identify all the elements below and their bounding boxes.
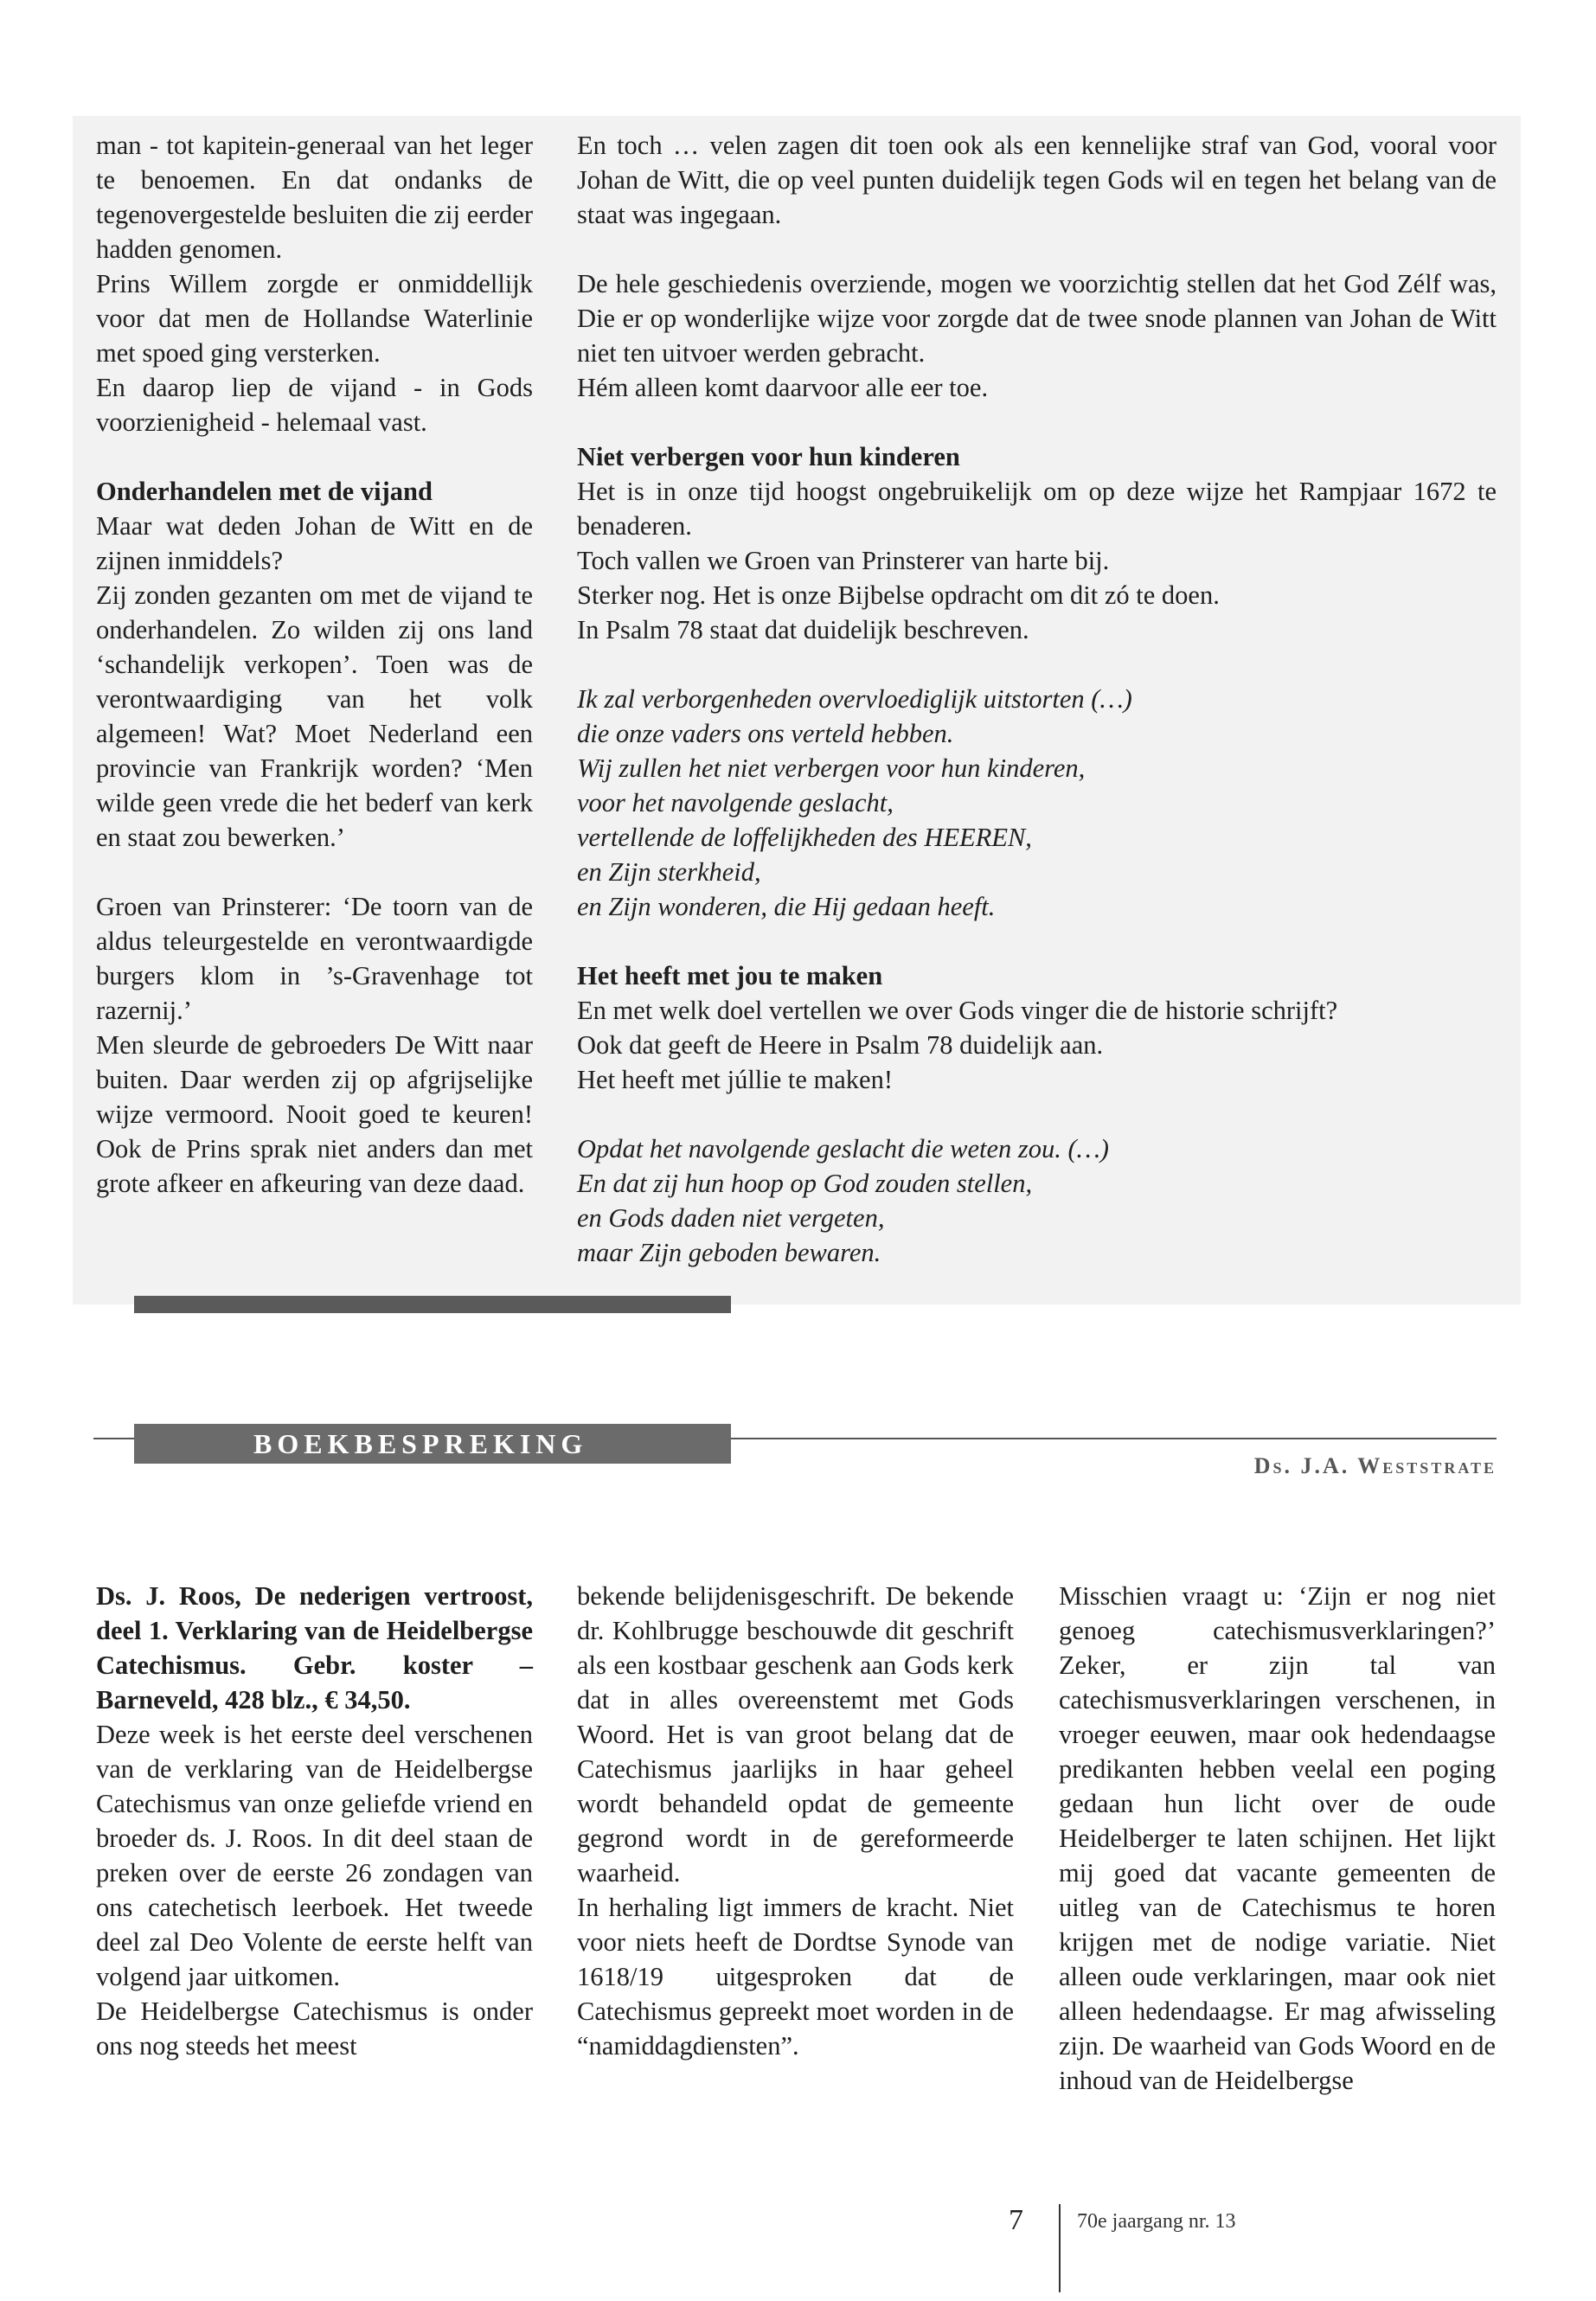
paragraph-gap xyxy=(96,439,533,474)
paragraph: Het heeft met júllie te maken! xyxy=(577,1065,894,1094)
paragraph: bekende belijdenisgeschrift. De bekende dr. Kohlbrugge beschouwde dit geschrift als een kostbaar geschenk aan Gods kerk dat in alles overeenstemt met Gods Woord. Het is van groot belang dat de Catechismus jaarlijks in haar geheel wordt behandeld opdat de gemeente gegrond wordt in de gereformeerde waarheid. xyxy=(577,1581,1014,1888)
paragraph-gap xyxy=(577,924,1497,958)
paragraph: In herhaling ligt immers de kracht. Niet voor niets heeft de Dordtse Synode van 1618/19 uitgesproken dat de Catechismus gepreekt moet worden in de “namiddagdiensten”. xyxy=(577,1893,1014,2061)
paragraph: Toch vallen we Groen van Prinsterer van harte bij. xyxy=(577,546,1110,575)
quote-line: maar Zijn geboden bewaren. xyxy=(577,1238,881,1267)
paragraph: En met welk doel vertellen we over Gods vinger die de historie schrijft? xyxy=(577,996,1338,1025)
section-rule-left xyxy=(93,1438,135,1439)
section-title: BOEKBESPREKING xyxy=(134,1424,731,1464)
article-column-right xyxy=(577,128,1497,1270)
review-column-2 xyxy=(577,1579,1014,2063)
review-column-3 xyxy=(1059,1579,1496,2098)
quote-line: voor het navolgende geslacht, xyxy=(577,788,894,817)
paragraph: Zij zonden gezanten om met de vijand te onderhandelen. Zo wilden zij ons land ‘schandelijk verkopen’. Toen was de verontwaardiging van het volk algemeen! Wat? Moet Nederland een provincie van Frankrijk worden? ‘Men wilde geen vrede die het bederf van kerk en staat zou bewerken.’ xyxy=(96,580,533,852)
paragraph-gap xyxy=(577,232,1497,266)
paragraph: Sterker nog. Het is onze Bijbelse opdracht om dit zó te doen. xyxy=(577,580,1220,610)
review-column-1 xyxy=(96,1579,533,2063)
issue-label: 70e jaargang nr. 13 xyxy=(1077,2210,1236,2233)
paragraph: Men sleurde de gebroeders De Witt naar buiten. Daar werden zij op afgrijselijke wijze vermoord. Nooit goed te keuren! Ook de Prins sprak niet anders dan met grote afkeer en afkeuring van deze daad. xyxy=(96,1030,533,1198)
paragraph: En toch … velen zagen dit toen ook als een kennelijke straf van God, vooral voor Johan de Witt, die op veel punten duidelijk tegen Gods wil en tegen het belang van de staat was ingegaan. xyxy=(577,131,1497,229)
section-rule-right xyxy=(731,1438,1497,1439)
section-heading: Onderhandelen met de vijand xyxy=(96,477,433,506)
quote-line: en Zijn wonderen, die Hij gedaan heeft. xyxy=(577,892,996,921)
quote-line: en Zijn sterkheid, xyxy=(577,857,761,887)
article-column-left xyxy=(96,128,533,1201)
section-heading: Ds. J. Roos, De nederigen vertroost, deel 1. Verklaring van de Heidelbergse Catechismus. Gebr. koster – Barneveld, 428 blz., € 34,50. xyxy=(96,1581,533,1715)
section-heading: Het heeft met jou te maken xyxy=(577,961,883,990)
section-author: Ds. J.A. Weststrate xyxy=(1253,1453,1497,1478)
quote-line: Wij zullen het niet verbergen voor hun kinderen, xyxy=(577,753,1086,783)
quote-line: En dat zij hun hoop op God zouden stellen, xyxy=(577,1169,1033,1198)
article-end-bar xyxy=(134,1296,731,1313)
paragraph: Ook dat geeft de Heere in Psalm 78 duidelijk aan. xyxy=(577,1030,1104,1060)
paragraph: De Heidelbergse Catechismus is onder ons nog steeds het meest xyxy=(96,1997,533,2061)
paragraph-gap xyxy=(577,647,1497,682)
paragraph: Hém alleen komt daarvoor alle eer toe. xyxy=(577,373,989,402)
paragraph: Misschien vraagt u: ‘Zijn er nog niet genoeg catechismusverklaringen?’ Zeker, er zijn tal van catechismusverklaringen verschenen, in vroeger eeuwen, maar ook hedendaagse predikanten hebben veelal een poging gedaan hun licht over de oude Heidelberger te laten schijnen. Het lijkt mij goed dat vacante gemeenten de uitleg van de Catechismus te horen krijgen met de nodige variatie. Niet alleen oude verklaringen, maar ook niet alleen hedendaagse. Er mag afwisseling zijn. De waarheid van Gods Woord en de inhoud van de Heidelbergse xyxy=(1059,1581,1496,2095)
paragraph: En daarop liep de vijand - in Gods voorzienigheid - helemaal vast. xyxy=(96,373,533,437)
paragraph: Deze week is het eerste deel verschenen van de verklaring van de Heidelbergse Catechismus van onze geliefde vriend en broeder ds. J. Roos. In dit deel staan de preken over de eerste 26 zondagen van ons catechetisch leerboek. Het tweede deel zal Deo Volente de eerste helft van volgend jaar uitkomen. xyxy=(96,1720,533,1991)
page-number: 7 xyxy=(1009,2204,1023,2236)
paragraph-gap xyxy=(96,855,533,889)
paragraph-gap xyxy=(577,1097,1497,1131)
quote-line: Opdat het navolgende geslacht die weten zou. (…) xyxy=(577,1134,1109,1163)
paragraph: In Psalm 78 staat dat duidelijk beschreven. xyxy=(577,615,1029,644)
paragraph: Prins Willem zorgde er onmiddellijk voor dat men de Hollandse Waterlinie met spoed ging versterken. xyxy=(96,269,533,368)
quote-line: en Gods daden niet vergeten, xyxy=(577,1203,885,1233)
paragraph: Het is in onze tijd hoogst ongebruikelijk om op deze wijze het Rampjaar 1672 te benaderen. xyxy=(577,477,1497,541)
quote-line: vertellende de loffelijkheden des HEEREN, xyxy=(577,823,1032,852)
paragraph: Maar wat deden Johan de Witt en de zijnen inmiddels? xyxy=(96,511,533,575)
section-heading: Niet verbergen voor hun kinderen xyxy=(577,442,960,471)
paragraph-gap xyxy=(577,405,1497,439)
paragraph: man - tot kapitein-generaal van het leger te benoemen. En dat ondanks de tegenovergestelde besluiten die zij eerder hadden genomen. xyxy=(96,131,533,264)
quote-line: die onze vaders ons verteld hebben. xyxy=(577,719,954,748)
paragraph: Groen van Prinsterer: ‘De toorn van de aldus teleurgestelde en verontwaardigde burgers klom in ’s-Gravenhage tot razernij.’ xyxy=(96,892,533,1025)
paragraph: De hele geschiedenis overziende, mogen we voorzichtig stellen dat het God Zélf was, Die er op wonderlijke wijze voor zorgde dat de twee snode plannen van Johan de Witt niet ten uitvoer werden gebracht. xyxy=(577,269,1497,368)
quote-line: Ik zal verborgenheden overvloediglijk uitstorten (…) xyxy=(577,684,1132,714)
footer-divider xyxy=(1059,2204,1061,2292)
